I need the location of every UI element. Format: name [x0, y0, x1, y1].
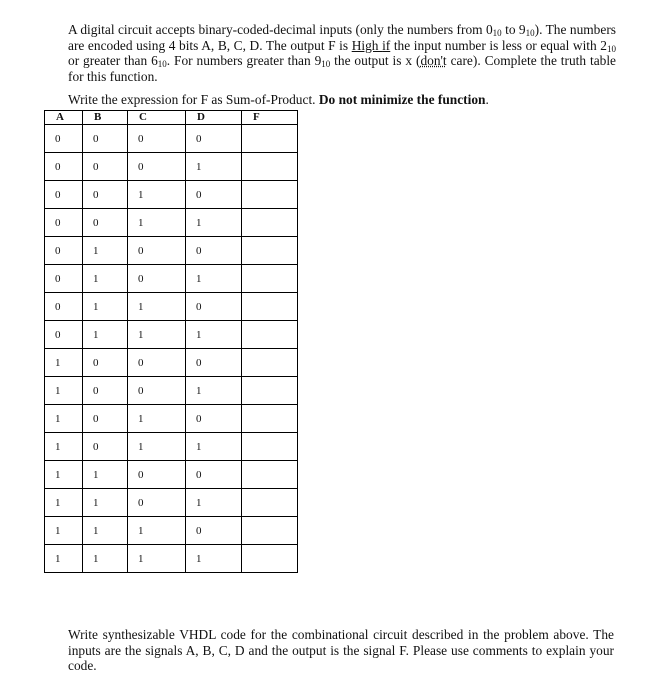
cell-d: 0 [186, 349, 242, 377]
cell-a: 1 [45, 377, 83, 405]
sop-instruction [68, 92, 489, 108]
table-row [45, 349, 298, 377]
problem-text-8: the output is x ( [330, 53, 421, 69]
cell-a: 0 [45, 265, 83, 293]
cell-d: 1 [186, 489, 242, 517]
header-b: B [83, 111, 128, 125]
cell-a: 0 [45, 237, 83, 265]
cell-c: 1 [128, 321, 186, 349]
table-row [45, 433, 298, 461]
cell-d: 0 [186, 125, 242, 153]
cell-b: 1 [83, 265, 128, 293]
cell-b: 0 [83, 209, 128, 237]
sop-instruction-bold: Do not minimize the function [318, 92, 486, 107]
cell-f[interactable] [242, 265, 298, 293]
subscript-base: 10 [321, 59, 331, 70]
cell-f[interactable] [242, 545, 298, 573]
table-row [45, 489, 298, 517]
dont-care-underlined: don't [420, 53, 447, 69]
header-f: F [242, 111, 298, 125]
vhdl-instruction [68, 627, 614, 674]
cell-c: 0 [128, 265, 186, 293]
table-row [45, 377, 298, 405]
cell-f[interactable] [242, 349, 298, 377]
cell-a: 0 [45, 181, 83, 209]
cell-f[interactable] [242, 125, 298, 153]
cell-d: 1 [186, 377, 242, 405]
cell-c: 0 [128, 489, 186, 517]
cell-c: 1 [128, 293, 186, 321]
cell-b: 0 [83, 153, 128, 181]
subscript-base: 10 [607, 43, 616, 54]
cell-b: 1 [83, 545, 128, 573]
cell-b: 0 [83, 433, 128, 461]
cell-f[interactable] [242, 517, 298, 545]
cell-c: 0 [128, 125, 186, 153]
table-row [45, 153, 298, 181]
cell-d: 0 [186, 181, 242, 209]
cell-b: 0 [83, 377, 128, 405]
problem-text-7: . For numbers greater than 9 [166, 53, 322, 69]
cell-f[interactable] [242, 461, 298, 489]
cell-a: 1 [45, 489, 83, 517]
high-underlined: High [351, 37, 383, 53]
table-row [45, 265, 298, 293]
sop-instruction-text: Write the expression for F as Sum-of-Product. [68, 92, 319, 107]
truth-table-header-row [45, 111, 298, 125]
table-row [45, 517, 298, 545]
cell-d: 1 [186, 321, 242, 349]
cell-d: 1 [186, 153, 242, 181]
cell-c: 0 [128, 237, 186, 265]
subscript-base: 10 [157, 59, 167, 70]
cell-d: 1 [186, 433, 242, 461]
cell-c: 0 [128, 153, 186, 181]
cell-b: 0 [83, 405, 128, 433]
cell-b: 1 [83, 321, 128, 349]
vhdl-instruction-text: Write synthesizable VHDL code for the combinational circuit described in the problem above. The inputs are the signals A, B, C, D and the output is the signal F. Please use comments to explain your code. [68, 627, 614, 674]
header-d: D [186, 111, 242, 125]
cell-d: 0 [186, 461, 242, 489]
problem-statement [68, 22, 616, 84]
table-row [45, 181, 298, 209]
cell-f[interactable] [242, 293, 298, 321]
cell-f[interactable] [242, 181, 298, 209]
cell-f[interactable] [242, 489, 298, 517]
problem-text-1: A digital circuit accepts binary-coded-decimal inputs (only the numbers from 0 [68, 22, 493, 37]
cell-f[interactable] [242, 153, 298, 181]
cell-b: 0 [83, 181, 128, 209]
table-row [45, 125, 298, 153]
cell-a: 1 [45, 461, 83, 489]
table-row [45, 293, 298, 321]
cell-a: 1 [45, 517, 83, 545]
cell-b: 1 [83, 517, 128, 545]
cell-c: 0 [128, 377, 186, 405]
cell-f[interactable] [242, 237, 298, 265]
cell-d: 0 [186, 237, 242, 265]
cell-a: 0 [45, 321, 83, 349]
cell-a: 1 [45, 433, 83, 461]
subscript-base: 10 [525, 28, 535, 38]
cell-a: 0 [45, 153, 83, 181]
cell-c: 1 [128, 545, 186, 573]
table-row [45, 209, 298, 237]
cell-d: 0 [186, 517, 242, 545]
cell-d: 1 [186, 265, 242, 293]
table-row [45, 545, 298, 573]
table-row [45, 237, 298, 265]
cell-f[interactable] [242, 433, 298, 461]
cell-c: 0 [128, 349, 186, 377]
cell-b: 1 [83, 489, 128, 517]
cell-a: 0 [45, 125, 83, 153]
cell-b: 1 [83, 293, 128, 321]
cell-c: 1 [128, 405, 186, 433]
if-underlined: if [382, 37, 391, 53]
cell-a: 1 [45, 349, 83, 377]
table-row [45, 405, 298, 433]
cell-c: 0 [128, 461, 186, 489]
problem-text-6: or greater than 6 [68, 53, 158, 69]
problem-text-5: the input number is less or equal with 2 [390, 37, 607, 53]
cell-b: 0 [83, 125, 128, 153]
truth-table [44, 110, 298, 573]
cell-b: 1 [83, 237, 128, 265]
cell-d: 0 [186, 405, 242, 433]
cell-c: 1 [128, 209, 186, 237]
cell-c: 1 [128, 433, 186, 461]
table-row [45, 321, 298, 349]
problem-paragraph [68, 22, 616, 84]
cell-d: 1 [186, 209, 242, 237]
cell-f[interactable] [242, 321, 298, 349]
cell-b: 1 [83, 461, 128, 489]
cell-d: 1 [186, 545, 242, 573]
problem-text-9: care). Complete the truth table for this function. [68, 53, 617, 84]
sop-instruction-end: . [485, 92, 489, 107]
cell-a: 1 [45, 405, 83, 433]
cell-c: 1 [128, 517, 186, 545]
cell-f[interactable] [242, 209, 298, 237]
cell-f[interactable] [242, 405, 298, 433]
subscript-base: 10 [492, 28, 502, 38]
cell-f[interactable] [242, 377, 298, 405]
cell-a: 1 [45, 545, 83, 573]
cell-a: 0 [45, 209, 83, 237]
problem-text-3: ). The numbers are encoded using 4 bits A, B, C, D. The output F is [68, 22, 616, 53]
problem-text-2: to 9 [501, 22, 526, 37]
table-row [45, 461, 298, 489]
cell-b: 0 [83, 349, 128, 377]
header-a: A [45, 111, 83, 125]
header-c: C [128, 111, 186, 125]
cell-c: 1 [128, 181, 186, 209]
cell-a: 0 [45, 293, 83, 321]
cell-d: 0 [186, 293, 242, 321]
